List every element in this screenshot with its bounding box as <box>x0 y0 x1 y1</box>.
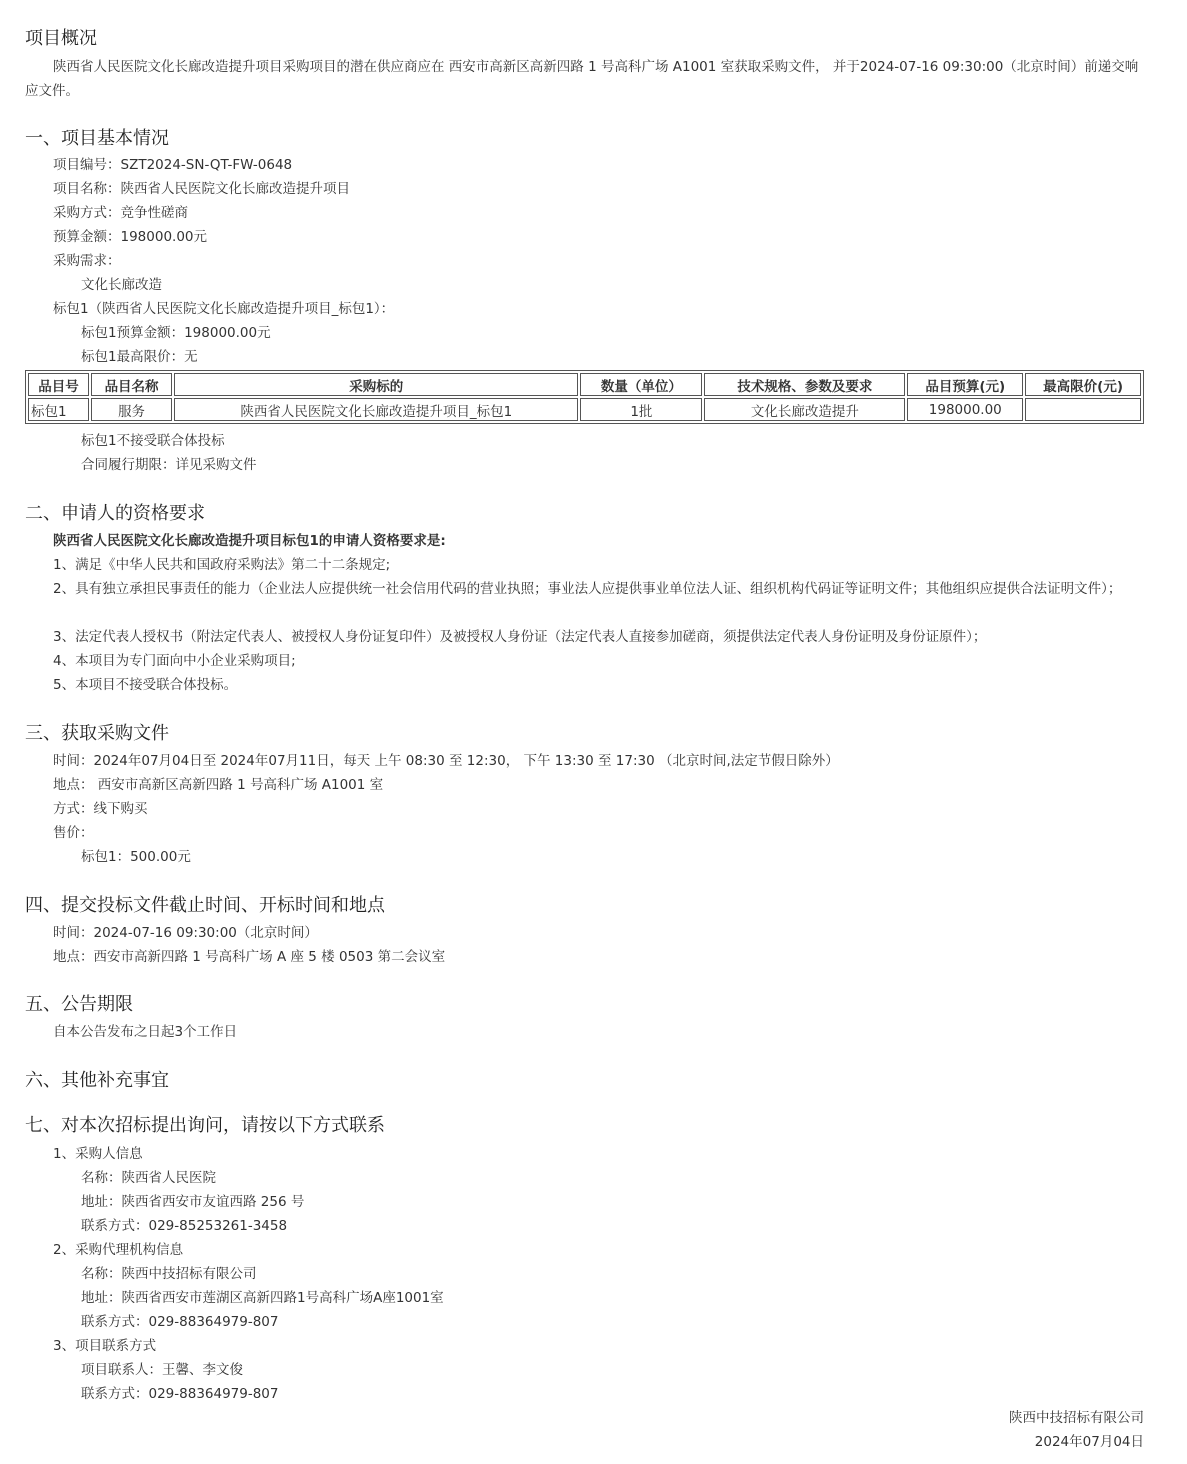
contact-person: 项目联系人：王馨、李文俊 <box>81 1362 243 1378</box>
signature-date: 2024年07月04日 <box>1034 1434 1144 1450</box>
lot-title: 标包1（陕西省人民医院文化长廊改造提升项目_标包1）： <box>53 301 395 317</box>
project-number: 项目编号：SZT2024-SN-QT-FW-0648 <box>53 157 293 173</box>
obtain-time: 时间：2024年07月04日至 2024年07月11日，每天 上午 08:30 至 12:30， 下午 13:30 至 17:30 （北京时间,法定节假日除外） <box>53 753 839 769</box>
section2-title: 二、申请人的资格要求 <box>25 503 205 524</box>
opening-place: 地点：西安市高新四路 1 号高科广场 A 座 5 楼 0503 第二会议室 <box>53 949 446 965</box>
qualification-intro: 陕西省人民医院文化长廊改造提升项目标包1的申请人资格要求是: <box>53 533 446 549</box>
agent-name: 名称：陕西中技招标有限公司 <box>81 1266 257 1282</box>
section1-title: 一、项目基本情况 <box>25 128 169 149</box>
section6-title: 六、其他补充事宜 <box>25 1070 169 1091</box>
project-name: 项目名称：陕西省人民医院文化长廊改造提升项目 <box>53 181 350 197</box>
table-cell: 标包1 <box>28 398 89 421</box>
no-joint-bid: 标包1不接受联合体投标 <box>81 433 225 449</box>
table-cell: 198000.00 <box>907 398 1023 421</box>
items-table <box>25 370 1144 424</box>
demand-text: 文化长廊改造 <box>81 277 162 293</box>
section3-title: 三、获取采购文件 <box>25 723 169 744</box>
qualification-item: 5、本项目不接受联合体投标。 <box>53 677 238 693</box>
table-cell <box>1025 398 1141 421</box>
table-header-cell: 品目名称 <box>91 373 172 396</box>
table-header-cell: 品目号 <box>28 373 89 396</box>
price-value: 标包1：500.00元 <box>81 849 191 865</box>
table-cell: 文化长廊改造提升 <box>704 398 905 421</box>
price-label: 售价： <box>53 825 94 841</box>
notice-period: 自本公告发布之日起3个工作日 <box>53 1024 238 1040</box>
procurement-method: 采购方式：竞争性磋商 <box>53 205 188 221</box>
contact-title: 3、项目联系方式 <box>53 1338 157 1354</box>
table-row <box>28 398 1141 421</box>
contact-phone: 联系方式：029-88364979-807 <box>81 1386 279 1402</box>
qualification-item: 1、满足《中华人民共和国政府采购法》第二十二条规定; <box>53 557 391 573</box>
budget-amount: 预算金额：198000.00元 <box>53 229 208 245</box>
qualification-item: 4、本项目为专门面向中小企业采购项目; <box>53 653 296 669</box>
table-header-cell: 采购标的 <box>174 373 578 396</box>
buyer-phone: 联系方式：029-85253261-3458 <box>81 1218 288 1234</box>
deadline-time: 时间：2024-07-16 09:30:00（北京时间） <box>53 925 318 941</box>
section5-title: 五、公告期限 <box>25 994 133 1015</box>
table-header-cell: 数量（单位） <box>580 373 702 396</box>
obtain-place: 地点： 西安市高新区高新四路 1 号高科广场 A1001 室 <box>53 777 384 793</box>
agent-title: 2、采购代理机构信息 <box>53 1242 184 1258</box>
demand-label: 采购需求： <box>53 253 121 269</box>
buyer-name: 名称：陕西省人民医院 <box>81 1170 216 1186</box>
obtain-method: 方式：线下购买 <box>53 801 148 817</box>
agent-address: 地址：陕西省西安市莲湖区高新四路1号高科广场A座1001室 <box>81 1290 444 1306</box>
buyer-title: 1、采购人信息 <box>53 1146 143 1162</box>
table-header-cell: 技术规格、参数及要求 <box>704 373 905 396</box>
qualification-item: 2、具有独立承担民事责任的能力（企业法人应提供统一社会信用代码的营业执照；事业法人应提供事业单位法人证、组织机构代码证等证明文件；其他组织应提供合法证明文件）； <box>53 581 1122 597</box>
section4-title: 四、提交投标文件截止时间、开标时间和地点 <box>25 895 385 916</box>
lot-budget: 标包1预算金额：198000.00元 <box>81 325 271 341</box>
contract-period: 合同履行期限：详见采购文件 <box>81 457 257 473</box>
table-cell: 1批 <box>580 398 702 421</box>
table-header-row <box>28 373 1141 396</box>
lot-max-price: 标包1最高限价：无 <box>81 349 198 365</box>
qualification-item: 3、法定代表人授权书（附法定代表人、被授权人身份证复印件）及被授权人身份证（法定代表人直接参加磋商，须提供法定代表人身份证明及身份证原件）； <box>53 629 987 645</box>
agent-phone: 联系方式：029-88364979-807 <box>81 1314 279 1330</box>
overview-text: 陕西省人民医院文化长廊改造提升项目采购项目的潜在供应商应在 西安市高新区高新四路 1 号高科广场 A1001 室获取采购文件， 并于2024-07-16 09:30:00（北京时间）前递交响应文件。 <box>25 59 1139 99</box>
section7-title: 七、对本次招标提出询问，请按以下方式联系 <box>25 1115 385 1136</box>
table-cell: 服务 <box>91 398 172 421</box>
table-header-cell: 最高限价(元) <box>1025 373 1141 396</box>
overview-title: 项目概况 <box>25 28 97 49</box>
table-cell: 陕西省人民医院文化长廊改造提升项目_标包1 <box>174 398 578 421</box>
buyer-address: 地址：陕西省西安市友谊西路 256 号 <box>81 1194 305 1210</box>
signature-company: 陕西中技招标有限公司 <box>1009 1410 1144 1426</box>
table-header-cell: 品目预算(元) <box>907 373 1023 396</box>
